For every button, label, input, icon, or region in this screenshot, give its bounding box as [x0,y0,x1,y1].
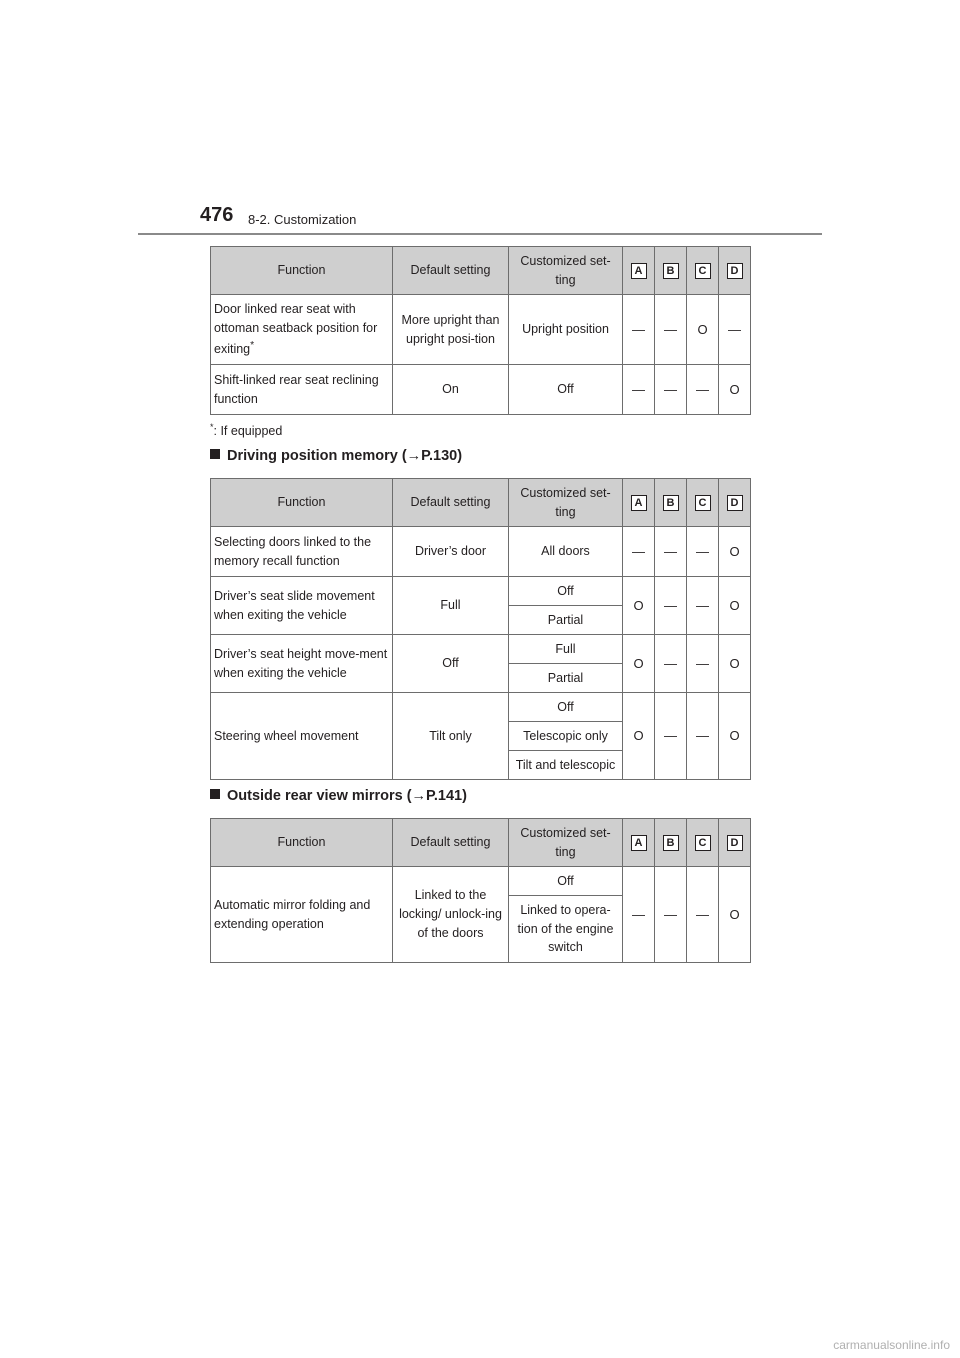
default-cell: Tilt only [393,693,509,780]
mark-b: — [655,295,687,365]
col-a [623,479,655,527]
function-cell: Automatic mirror folding and extending operation [211,867,393,963]
col-d [719,247,751,295]
mark-b: — [655,635,687,693]
badge-b: B [663,835,679,851]
default-cell: On [393,365,509,415]
mark-a: — [623,527,655,577]
function-cell [211,295,393,365]
custom-cell: Linked to opera-tion of the engine switch [509,896,623,963]
heading-text: Outside rear view mirrors ( [227,788,412,804]
mark-d: O [719,867,751,963]
col-a [623,819,655,867]
mark-a: O [623,693,655,780]
driving-position-heading [210,448,462,464]
col-function: Function [211,819,393,867]
header-rule [138,233,822,235]
mark-b: — [655,867,687,963]
mark-d: O [719,365,751,415]
driving-memory-table [210,478,751,780]
footnote [210,422,282,438]
section-title: 8-2. Customization [248,212,357,227]
mark-d: O [719,577,751,635]
custom-cell: Off [509,577,623,606]
function-cell: Steering wheel movement [211,693,393,780]
footnote-asterisk: * [210,422,214,432]
custom-cell: Off [509,693,623,722]
table-row [211,867,751,896]
badge-a: A [631,263,647,279]
custom-cell: All doors [509,527,623,577]
custom-cell: Off [509,867,623,896]
arrow-icon: → [411,788,427,804]
mark-d: O [719,527,751,577]
badge-c: C [695,495,711,511]
page-reference[interactable]: P.130) [421,448,463,464]
mark-b: — [655,365,687,415]
badge-a: A [631,835,647,851]
col-c [687,819,719,867]
default-cell: Driver’s door [393,527,509,577]
mark-d: — [719,295,751,365]
function-cell: Selecting doors linked to the memory recall function [211,527,393,577]
mark-b: — [655,527,687,577]
mark-c: — [687,693,719,780]
custom-cell: Off [509,365,623,415]
default-cell: Full [393,577,509,635]
mark-a: O [623,577,655,635]
col-b [655,479,687,527]
function-cell: Driver’s seat height move-ment when exiting the vehicle [211,635,393,693]
mark-c: — [687,527,719,577]
heading-text: Driving position memory ( [227,448,407,464]
seat-settings-table [210,246,751,415]
col-function: Function [211,247,393,295]
badge-d: D [727,495,743,511]
table-header-row [211,479,751,527]
custom-cell: Tilt and telescopic [509,751,623,780]
badge-d: D [727,263,743,279]
mark-c: — [687,867,719,963]
mark-d: O [719,693,751,780]
mark-c: — [687,635,719,693]
table-row [211,577,751,606]
col-custom: Customized set-ting [509,819,623,867]
col-c [687,479,719,527]
table-row [211,295,751,365]
badge-a: A [631,495,647,511]
footnote-text: : If equipped [213,424,283,439]
page-reference[interactable]: P.141) [426,788,467,804]
mark-a: — [623,365,655,415]
col-default: Default setting [393,247,509,295]
table-row [211,635,751,664]
mark-a: — [623,867,655,963]
table-row [211,693,751,722]
badge-c: C [695,835,711,851]
badge-b: B [663,263,679,279]
watermark: carmanualsonline.info [833,1338,950,1352]
custom-cell: Partial [509,664,623,693]
custom-cell: Upright position [509,295,623,365]
col-b [655,819,687,867]
arrow-icon: → [406,448,422,464]
mark-b: — [655,577,687,635]
custom-cell: Partial [509,606,623,635]
col-d [719,479,751,527]
mark-d: O [719,635,751,693]
mark-c: — [687,365,719,415]
mark-a: O [623,635,655,693]
square-bullet-icon [210,449,220,459]
col-b [655,247,687,295]
table-header-row [211,819,751,867]
table-header-row [211,247,751,295]
default-cell: More upright than upright posi-tion [393,295,509,365]
mirrors-heading [210,788,467,804]
badge-d: D [727,835,743,851]
col-default: Default setting [393,479,509,527]
function-cell: Driver’s seat slide movement when exiting the vehicle [211,577,393,635]
page-number: 476 [200,204,234,226]
col-default: Default setting [393,819,509,867]
col-function: Function [211,479,393,527]
col-c [687,247,719,295]
function-text: Door linked rear seat with ottoman seatback position for exiting [214,302,378,356]
mark-a: — [623,295,655,365]
col-custom: Customized set-ting [509,479,623,527]
mark-c: O [687,295,719,365]
table-row [211,365,751,415]
mark-c: — [687,577,719,635]
footnote-mark: * [250,339,255,351]
mark-b: — [655,693,687,780]
default-cell: Linked to the locking/ unlock-ing of the doors [393,867,509,963]
badge-c: C [695,263,711,279]
col-a [623,247,655,295]
function-cell: Shift-linked rear seat reclining function [211,365,393,415]
square-bullet-icon [210,789,220,799]
custom-cell: Full [509,635,623,664]
table-row [211,527,751,577]
badge-b: B [663,495,679,511]
default-cell: Off [393,635,509,693]
custom-cell: Telescopic only [509,722,623,751]
mirrors-table [210,818,751,963]
col-d [719,819,751,867]
col-custom: Customized set-ting [509,247,623,295]
